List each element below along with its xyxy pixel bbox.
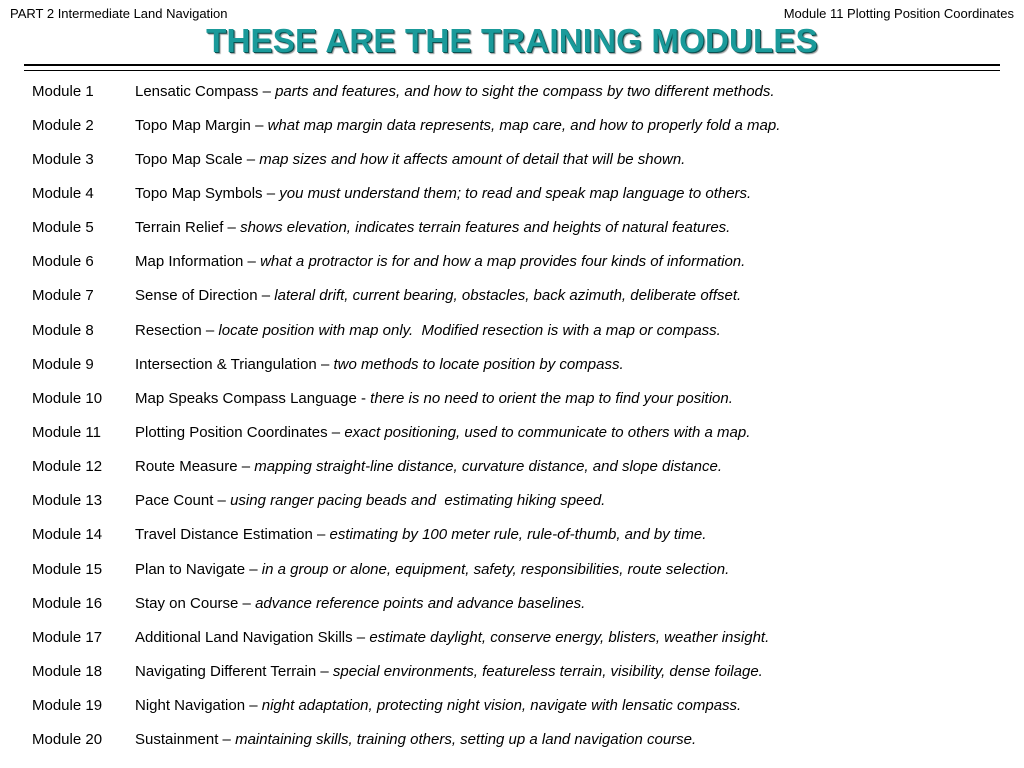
module-number: Module 5 <box>32 219 94 237</box>
module-row <box>32 689 1002 723</box>
module-separator: – <box>327 423 345 441</box>
module-separator: – <box>352 628 370 646</box>
module-number: Module 16 <box>32 594 103 612</box>
module-description: in a group or alone, equipment, safety, responsibilities, route selection. <box>261 560 730 578</box>
module-name: Travel Distance Estimation <box>135 526 313 544</box>
module-number: Module 8 <box>32 321 94 339</box>
module-text <box>135 356 624 373</box>
module-number: Module 20 <box>32 731 103 749</box>
module-separator: – <box>213 492 231 510</box>
module-text <box>135 185 751 202</box>
module-number: Module 12 <box>32 458 103 476</box>
module-description: mapping straight-line distance, curvature distance, and slope distance. <box>254 458 723 476</box>
module-name: Pace Count <box>135 492 214 510</box>
module-text <box>135 117 780 134</box>
module-name: Sense of Direction <box>135 287 258 305</box>
module-text <box>135 697 741 714</box>
module-description: estimate daylight, conserve energy, blisters, weather insight. <box>369 628 770 646</box>
module-description: estimating by 100 meter rule, rule-of-thumb, and by time. <box>329 526 707 544</box>
module-text <box>135 219 730 236</box>
module-name: Navigating Different Terrain <box>135 662 317 680</box>
module-text <box>135 663 763 680</box>
module-description: advance reference points and advance baselines. <box>255 594 586 612</box>
module-separator: – <box>218 731 236 749</box>
module-row <box>32 415 1002 449</box>
module-number: Module 6 <box>32 253 94 271</box>
module-name: Stay on Course <box>135 594 239 612</box>
module-number: Module 17 <box>32 628 103 646</box>
module-separator: – <box>316 662 333 680</box>
header-module-label: Module 11 Plotting Position Coordinates <box>783 6 1014 21</box>
module-number: Module 7 <box>32 287 94 305</box>
module-separator: - <box>356 389 371 407</box>
module-row <box>32 74 1002 108</box>
module-description: using ranger pacing beads and estimating hiking speed. <box>230 492 606 510</box>
module-description: there is no need to orient the map to find your position. <box>370 389 733 407</box>
module-name: Resection <box>135 321 202 339</box>
module-row <box>32 518 1002 552</box>
module-number: Module 19 <box>32 697 103 715</box>
module-separator: – <box>243 253 261 271</box>
module-description: shows elevation, indicates terrain features and heights of natural features. <box>240 219 731 237</box>
module-separator: – <box>242 150 260 168</box>
module-number: Module 9 <box>32 355 94 373</box>
module-number: Module 3 <box>32 150 94 168</box>
module-description: map sizes and how it affects amount of detail that will be shown. <box>259 150 686 168</box>
module-description: parts and features, and how to sight the compass by two different methods. <box>275 82 775 100</box>
module-name: Night Navigation <box>135 697 246 715</box>
module-text <box>135 595 585 612</box>
module-text <box>135 151 685 168</box>
module-row <box>32 142 1002 176</box>
module-separator: – <box>250 116 268 134</box>
module-row <box>32 484 1002 518</box>
module-separator: – <box>245 697 262 715</box>
module-separator: – <box>223 219 241 237</box>
module-description: what a protractor is for and how a map provides four kinds of information. <box>260 253 746 271</box>
module-name: Additional Land Navigation Skills <box>135 628 353 646</box>
module-name: Topo Map Scale <box>135 150 243 168</box>
module-separator: – <box>237 458 255 476</box>
module-text <box>135 561 729 578</box>
title-divider <box>24 64 1000 71</box>
module-row <box>32 381 1002 415</box>
module-name: Route Measure <box>135 458 238 476</box>
module-number: Module 15 <box>32 560 103 578</box>
module-text <box>135 458 722 475</box>
module-separator: – <box>238 594 256 612</box>
page-title: THESE ARE THE TRAINING MODULES <box>206 22 818 59</box>
module-description: exact positioning, used to communicate to others with a map. <box>344 423 751 441</box>
module-name: Plotting Position Coordinates <box>135 423 328 441</box>
module-description: lateral drift, current bearing, obstacles, back azimuth, deliberate offset. <box>274 287 742 305</box>
module-separator: – <box>262 184 280 202</box>
module-row <box>32 654 1002 688</box>
header-part-label: PART 2 Intermediate Land Navigation <box>10 6 228 21</box>
module-description: two methods to locate position by compass. <box>333 355 624 373</box>
module-row <box>32 108 1002 142</box>
module-name: Sustainment <box>135 731 219 749</box>
module-row <box>32 620 1002 654</box>
module-description: you must understand them; to read and speak map language to others. <box>279 184 752 202</box>
module-number: Module 13 <box>32 492 103 510</box>
module-name: Intersection & Triangulation <box>135 355 317 373</box>
module-text <box>135 526 706 543</box>
module-description: what map margin data represents, map care, and how to properly fold a map. <box>267 116 781 134</box>
module-separator: – <box>245 560 262 578</box>
module-name: Terrain Relief <box>135 219 224 237</box>
module-row <box>32 586 1002 620</box>
module-name: Lensatic Compass <box>135 82 259 100</box>
module-text <box>135 322 721 339</box>
module-number: Module 10 <box>32 389 103 407</box>
module-text <box>135 424 750 441</box>
module-name: Map Speaks Compass Language <box>135 389 357 407</box>
module-name: Plan to Navigate <box>135 560 246 578</box>
module-separator: – <box>257 287 275 305</box>
module-separator: – <box>258 82 276 100</box>
module-description: maintaining skills, training others, setting up a land navigation course. <box>235 731 697 749</box>
module-name: Map Information <box>135 253 244 271</box>
module-row <box>32 313 1002 347</box>
module-separator: – <box>201 321 219 339</box>
module-description: special environments, featureless terrain, visibility, dense foilage. <box>332 662 763 680</box>
module-text <box>135 731 696 748</box>
module-description: night adaptation, protecting night vision, navigate with lensatic compass. <box>261 697 742 715</box>
module-row <box>32 279 1002 313</box>
module-row <box>32 176 1002 210</box>
module-description: locate position with map only. Modified resection is with a map or compass. <box>218 321 721 339</box>
module-number: Module 11 <box>32 423 101 441</box>
module-separator: – <box>316 355 334 373</box>
module-number: Module 2 <box>32 116 94 134</box>
module-row <box>32 245 1002 279</box>
module-text <box>135 492 605 509</box>
module-number: Module 18 <box>32 662 103 680</box>
module-number: Module 14 <box>32 526 103 544</box>
module-name: Topo Map Symbols <box>135 184 263 202</box>
module-row <box>32 723 1002 757</box>
module-row <box>32 552 1002 586</box>
module-number: Module 4 <box>32 184 94 202</box>
module-text <box>135 390 733 407</box>
module-text <box>135 83 775 100</box>
module-text <box>135 287 741 304</box>
module-text <box>135 253 745 270</box>
module-name: Topo Map Margin <box>135 116 251 134</box>
module-number: Module 1 <box>32 82 94 100</box>
module-row <box>32 211 1002 245</box>
module-list <box>32 74 1002 757</box>
module-row <box>32 347 1002 381</box>
module-separator: – <box>312 526 330 544</box>
module-text <box>135 629 769 646</box>
module-row <box>32 450 1002 484</box>
